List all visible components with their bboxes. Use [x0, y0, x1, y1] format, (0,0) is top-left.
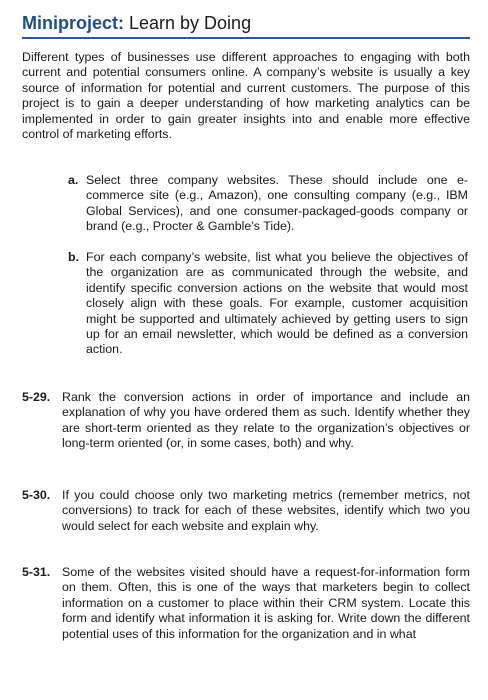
exercise-text: If you could choose only two marketing metrics (remember metrics, not conversions) to track for each of these websites, identify which two you would select for each website and explain why. — [62, 488, 470, 533]
exercise-5-29 — [22, 390, 470, 452]
intro-paragraph: Different types of businesses use different approaches to engaging with both current and potential consumers online. A company’s website is usually a key source of information for potential and current customers. The purpose of this project is to gain a deeper understanding of how marketing analytics can be implemented in order to gain greater insights into and enable more effective control of marketing efforts. — [22, 50, 470, 142]
heading-rule — [22, 37, 470, 39]
sub-item-marker: a. — [68, 173, 79, 187]
sub-item-a — [68, 173, 468, 235]
exercise-number: 5-31. — [22, 565, 51, 579]
exercise-text: Rank the conversion actions in order of importance and include an explanation of why you have ordered them as such. Identify whether they are short-term oriented as they relate to the organization’s objectives or long-term oriented (or, in some cases, both) and why. — [62, 390, 470, 451]
exercise-number: 5-29. — [22, 390, 51, 404]
heading-lead: Miniproject: — [22, 13, 124, 33]
heading-rest: Learn by Doing — [124, 13, 252, 33]
exercise-5-31 — [22, 565, 470, 642]
sub-item-text: Select three company websites. These should include one e-commerce site (e.g., Amazon), one consulting company (e.g., IBM Global Services), and one consumer-packaged-goods company or brand (e.g., Procter & Gamble’s Tide). — [86, 173, 468, 234]
exercise-text: Some of the websites visited should have a request-for-information form on them. Often, this is one of the ways that marketers begin to collect information on a customer to place within their CRM system. Locate this form and identify what information it is asking for. Write down the different potential uses of this information for the organization and in what — [62, 565, 470, 641]
sub-item-b — [68, 250, 468, 358]
sub-item-marker: b. — [68, 250, 80, 264]
exercise-5-30 — [22, 488, 470, 534]
exercise-number: 5-30. — [22, 488, 51, 502]
sub-item-text: For each company’s website, list what you believe the objectives of the organization are as communicated through the website, and identify specific conversion actions on the website that would most closely align with these goals. For example, customer acquisition might be supported and ultimately achieved by getting users to sign up for an email newsletter, which would be defined as a conversion action. — [86, 250, 468, 357]
section-heading — [22, 12, 251, 34]
